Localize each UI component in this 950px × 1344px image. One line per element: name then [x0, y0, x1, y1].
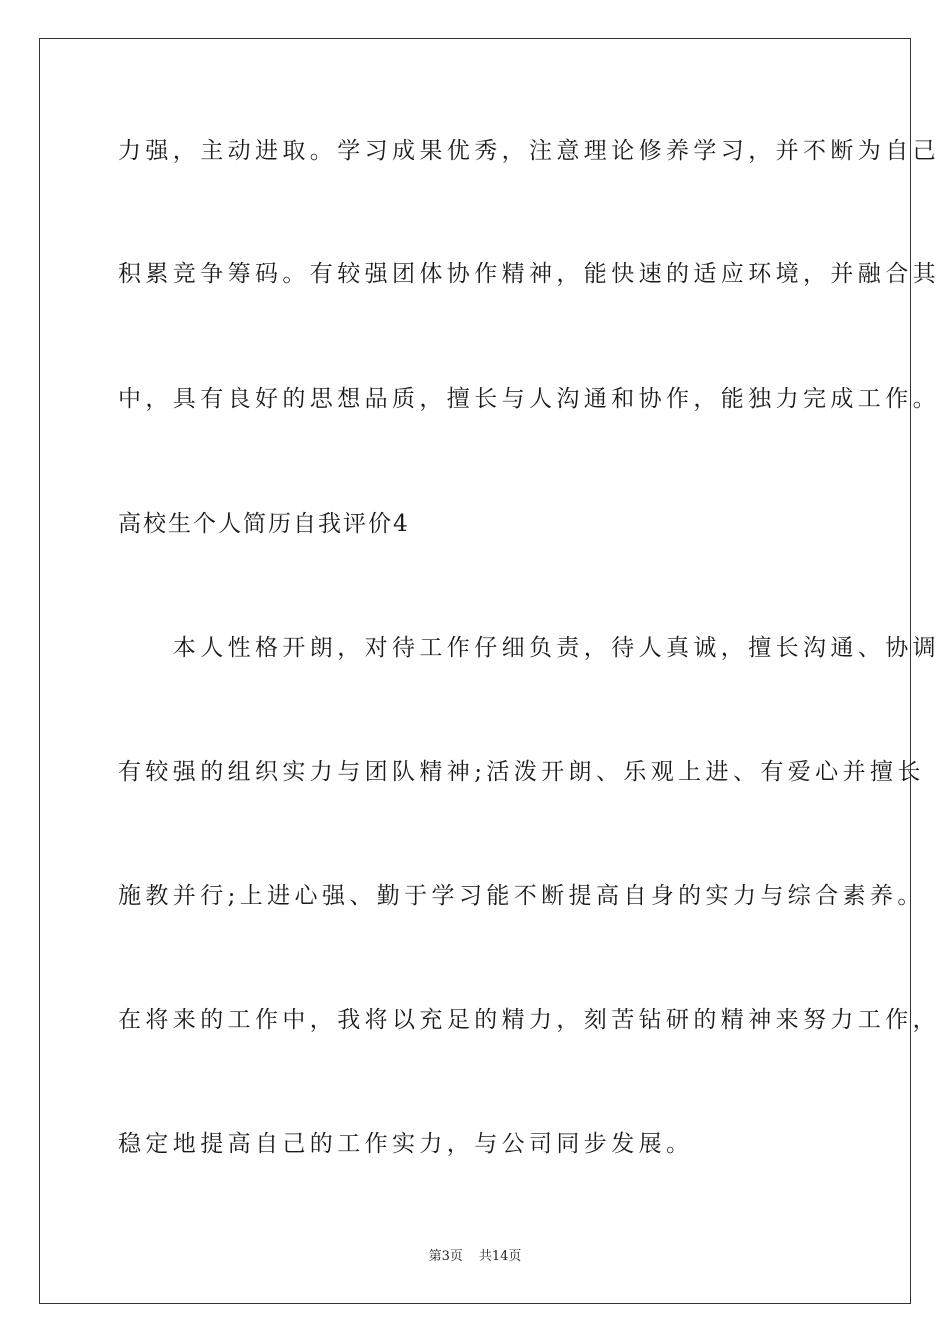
body-line-7: 施教并行;上进心强、勤于学习能不断提高自身的实力与综合素养。 [118, 883, 925, 909]
page-footer [0, 1248, 950, 1266]
page-border [39, 38, 940, 1304]
body-line-9: 稳定地提高自己的工作实力，与公司同步发展。 [118, 1131, 694, 1157]
body-line-5: 本人性格开朗，对待工作仔细负责，待人真诚，擅长沟通、协调 [118, 635, 940, 661]
body-line-8: 在将来的工作中，我将以充足的精力，刻苦钻研的精神来努力工作， [118, 1007, 940, 1033]
body-line-6: 有较强的组织实力与团队精神;活泼开朗、乐观上进、有爱心并擅长 [118, 759, 925, 785]
body-line-2: 积累竞争筹码。有较强团体协作精神，能快速的适应环境，并融合其 [118, 261, 940, 287]
body-line-3: 中，具有良好的思想品质，擅长与人沟通和协作，能独力完成工作。 [118, 386, 940, 412]
body-line-1: 力强，主动进取。学习成果优秀，注意理论修养学习，并不断为自己 [118, 138, 940, 164]
page-total: 共14页 [478, 1249, 522, 1264]
page-number: 第3页 [428, 1249, 463, 1264]
section-heading: 高校生个人简历自我评价4 [118, 511, 410, 537]
